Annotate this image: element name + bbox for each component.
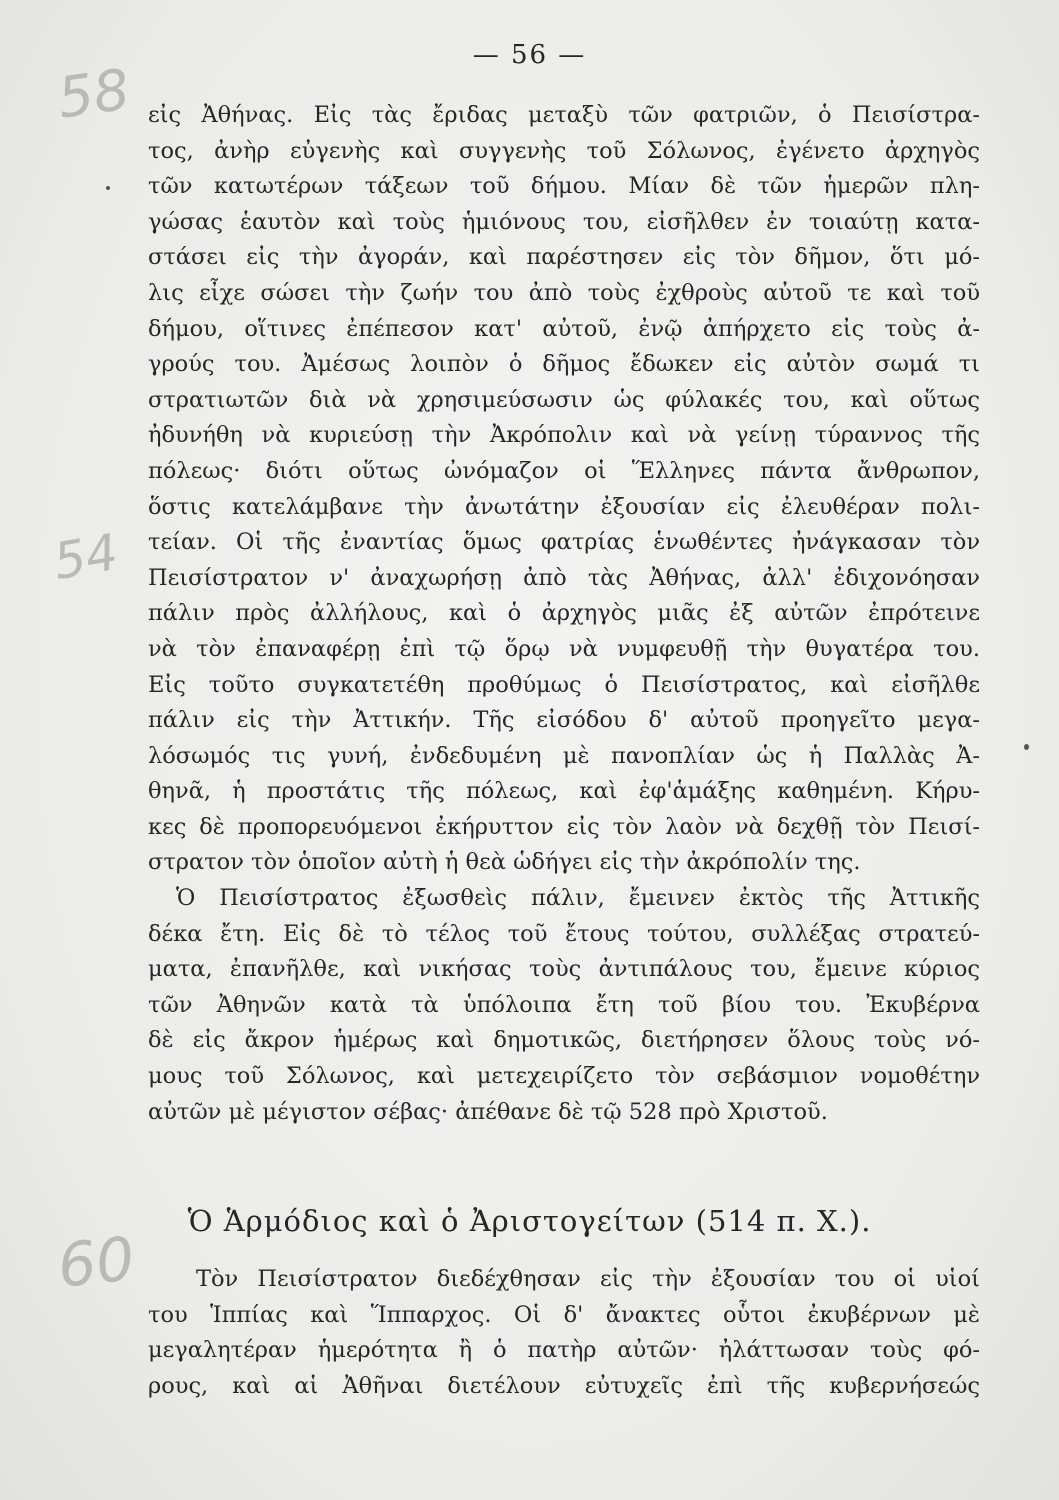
text-line: τῶν Ἀθηνῶν κατὰ τὰ ὑπόλοιπα ἔτη τοῦ βίου του. Ἐκυβέρνα — [148, 991, 980, 1018]
text-line: πόλεως· διότι οὕτως ὠνόμαζον οἱ Ἕλληνες πάντα ἄνθρωπον, — [148, 457, 980, 484]
text-line: νὰ τὸν ἐπαναφέρῃ ἐπὶ τῷ ὅρῳ νὰ νυμφευθῇ τὴν θυγατέρα του. — [148, 635, 980, 662]
text-line: δέκα ἔτη. Εἰς δὲ τὸ τέλος τοῦ ἔτους τούτου, συλλέξας στρατεύ- — [148, 920, 980, 947]
text-line: ματα, ἐπανῆλθε, καὶ νικήσας τοὺς ἀντιπάλους του, ἔμεινε κύριος — [148, 956, 980, 983]
text-line: ρους, καὶ αἱ Ἀθῆναι διετέλουν εὐτυχεῖς ἐπὶ τῆς κυβερνήσεώς — [148, 1372, 980, 1399]
page-number: — 56 — — [472, 40, 587, 70]
text-line: κες δὲ προπορευόμενοι ἐκήρυττον εἰς τὸν λαὸν νὰ δεχθῇ τὸν Πεισί- — [148, 813, 980, 840]
text-line: θηνᾶ, ἡ προστάτις τῆς πόλεως, καὶ ἐφ'ἁμάξης καθημένη. Κήρυ- — [148, 778, 980, 805]
text-line: μεγαλητέραν ἡμερότητα ἢ ὁ πατὴρ αὐτῶν· ἠλάττωσαν τοὺς φό- — [148, 1337, 980, 1364]
text-line: στρατον τὸν ὁποῖον αὐτὴ ἡ θεὰ ὡδήγει εἰς τὴν ἀκρόπολίν της. — [148, 849, 861, 876]
text-line: πάλιν πρὸς ἀλλήλους, καὶ ὁ ἀρχηγὸς μιᾶς ἐξ αὐτῶν ἐπρότεινε — [148, 600, 980, 627]
paragraph-peisistratos-return — [148, 881, 980, 1130]
text-line: γώσας ἑαυτὸν καὶ τοὺς ἡμιόνους του, εἰσῆλθεν ἐν τοιαύτῃ κατα- — [148, 208, 980, 235]
paragraph-hippias-hipparchos — [148, 1262, 980, 1404]
text-line: του Ἱππίας καὶ Ἵππαρχος. Οἱ δ' ἄνακτες οὗτοι ἐκυβέρνων μὲ — [148, 1301, 980, 1328]
text-line: τείαν. Οἱ τῆς ἐναντίας ὅμως φατρίας ἑνωθέντες ἠνάγκασαν τὸν — [148, 529, 980, 556]
main-text-block — [148, 98, 980, 1130]
margin-handwritten-note: 58 — [53, 57, 134, 132]
text-line: ὅστις κατελάμβανε τὴν ἀνωτάτην ἐξουσίαν εἰς ἐλευθέραν πολι- — [148, 493, 980, 520]
text-line: δὲ εἰς ἄκρον ἡμέρως καὶ δημοτικῶς, διετήρησεν ὅλους τοὺς νό- — [148, 1027, 980, 1054]
text-line: αὐτῶν μὲ μέγιστον σέβας· ἀπέθανε δὲ τῷ 528 πρὸ Χριστοῦ. — [148, 1098, 828, 1125]
main-text-block-continued — [148, 1262, 980, 1404]
text-line: πάλιν εἰς τὴν Ἀττικήν. Τῆς εἰσόδου δ' αὐτοῦ προηγεῖτο μεγα- — [148, 707, 980, 734]
text-line: ἠδυνήθη νὰ κυριεύσῃ τὴν Ἀκρόπολιν καὶ νὰ γείνῃ τύραννος τῆς — [148, 422, 980, 449]
text-line: Πεισίστρατον ν' ἀναχωρήσῃ ἀπὸ τὰς Ἀθήνας, ἀλλ' ἐδιχονόησαν — [148, 564, 980, 591]
text-line: μους τοῦ Σόλωνος, καὶ μετεχειρίζετο τὸν σεβάσμιον νομοθέτην — [148, 1063, 980, 1090]
margin-handwritten-note: 54 — [49, 522, 123, 592]
text-line: τῶν κατωτέρων τάξεων τοῦ δήμου. Μίαν δὲ τῶν ἡμερῶν πλη- — [148, 173, 980, 200]
text-line: Ὁ Πεισίστρατος ἐξωσθεὶς πάλιν, ἔμεινεν ἐκτὸς τῆς Ἀττικῆς — [176, 885, 980, 912]
text-line: στάσει εἰς τὴν ἀγοράν, καὶ παρέστησεν εἰς τὸν δῆμον, ὅτι μό- — [148, 244, 980, 271]
text-line: λις εἶχε σώσει τὴν ζωήν του ἀπὸ τοὺς ἐχθροὺς αὐτοῦ τε καὶ τοῦ — [148, 279, 980, 306]
paragraph-peisistratos-rise — [148, 98, 980, 881]
text-line: Εἰς τοῦτο συγκατετέθη προθύμως ὁ Πεισίστρατος, καὶ εἰσῆλθε — [148, 671, 980, 698]
section-heading: Ὁ Ἁρμόδιος καὶ ὁ Ἀριστογείτων (514 π. Χ.). — [187, 1204, 872, 1238]
ink-speck — [1024, 744, 1029, 750]
text-line: τος, ἀνὴρ εὐγενὴς καὶ συγγενὴς τοῦ Σόλωνος, ἐγένετο ἀρχηγὸς — [148, 137, 980, 164]
text-line: γρούς του. Ἀμέσως λοιπὸν ὁ δῆμος ἔδωκεν εἰς αὐτὸν σωμά τι — [148, 351, 980, 378]
text-line: λόσωμός τις γυνή, ἐνδεδυμένη μὲ πανοπλίαν ὡς ἡ Παλλὰς Ἀ- — [148, 742, 980, 769]
text-line: Τὸν Πεισίστρατον διεδέχθησαν εἰς τὴν ἐξουσίαν του οἱ υἱοί — [196, 1266, 980, 1292]
text-line: στρατιωτῶν διὰ νὰ χρησιμεύσωσιν ὡς φύλακές του, καὶ οὕτως — [148, 386, 980, 413]
ink-speck — [106, 186, 110, 190]
text-line: δήμου, οἵτινες ἐπέπεσον κατ' αὐτοῦ, ἐνῷ ἀπήρχετο εἰς τοὺς ἀ- — [148, 315, 980, 342]
margin-handwritten-note: 60 — [54, 1224, 138, 1302]
text-line: εἰς Ἀθήνας. Εἰς τὰς ἔριδας μεταξὺ τῶν φατριῶν, ὁ Πεισίστρα- — [148, 102, 980, 128]
